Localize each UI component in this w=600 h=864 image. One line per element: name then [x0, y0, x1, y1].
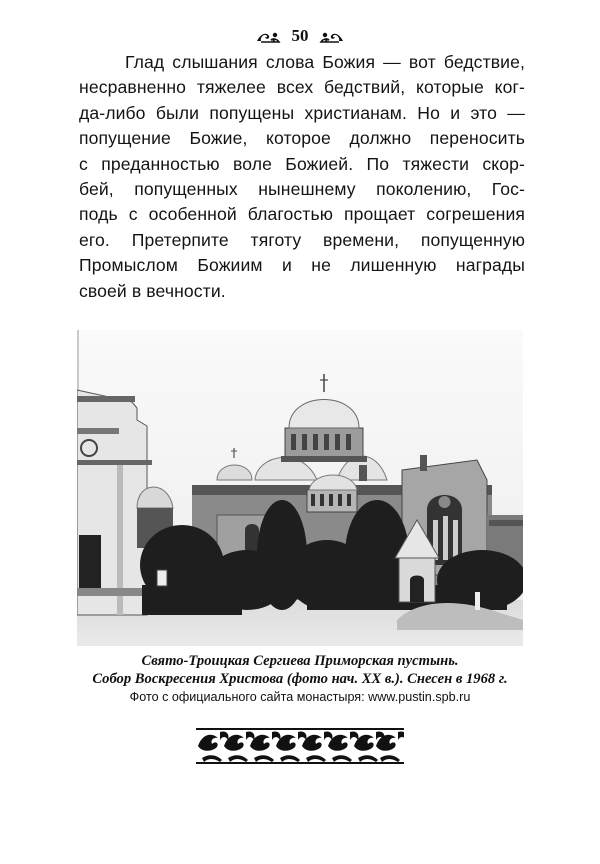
caption-title: Свято-Троицкая Сергиева Приморская пустынь. — [141, 653, 459, 669]
text-line: да-либо были попущены христианам. Но и это — — [79, 102, 525, 123]
body-paragraph — [79, 50, 525, 304]
text-line: Глад слышания слова Божия — вот бедствие, — [125, 52, 525, 72]
page-number-header — [0, 26, 600, 46]
cathedral-photo — [77, 330, 523, 646]
cathedral-photo-image — [77, 330, 523, 646]
text-line: Промыслом Божиим и не лишенную награды — [79, 255, 525, 276]
text-line: его. Претерпите тяготу времени, попущенную — [79, 229, 525, 250]
decorative-floral-band-icon — [196, 728, 404, 764]
text-line: бей, попущенных нынешнему поколению, Гос- — [79, 178, 525, 199]
photo-caption — [0, 652, 600, 706]
text-line: своей в вечности. — [79, 280, 226, 301]
caption-description: Собор Воскресения Христова (фото нач. XX в.). Снесен в 1968 г. — [92, 671, 508, 687]
text-line: с преданностью воле Божией. По тяжести скор- — [79, 153, 525, 174]
page-number: 50 — [291, 26, 309, 45]
text-line: попущение Божие, которое должно переносить — [79, 128, 525, 149]
text-line: несравненно тяжелее всех бедствий, которые ког- — [79, 77, 525, 98]
floral-ornament-left-icon — [255, 30, 281, 44]
floral-ornament-right-icon — [319, 30, 345, 44]
text-line: подь с особенной благостью прощает согрешения — [79, 204, 525, 225]
caption-source: Фото с официального сайта монастыря: www.pustin.spb.ru — [129, 690, 471, 704]
